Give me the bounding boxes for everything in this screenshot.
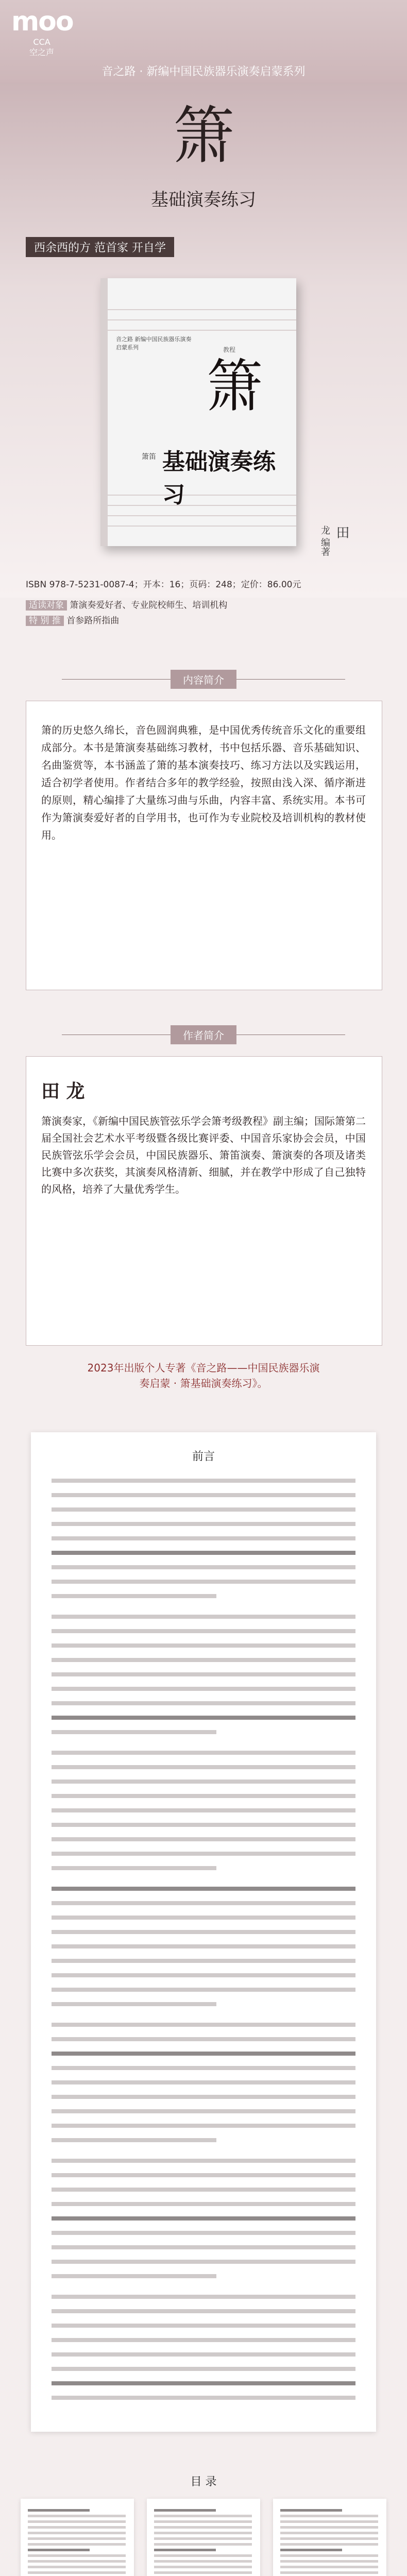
toc-entry-line xyxy=(280,2509,342,2512)
hero-section xyxy=(0,82,407,598)
author-name: 田 龙 xyxy=(41,1080,85,1102)
toc-entry-line xyxy=(28,2537,126,2540)
preface-text-line xyxy=(52,1988,355,1992)
preface-text-line xyxy=(52,1944,355,1948)
toc-entry-line xyxy=(28,2526,126,2529)
preface-text-line xyxy=(52,1808,355,1812)
preface-text-line xyxy=(52,1493,355,1497)
preface-text-line xyxy=(52,2066,355,2070)
preface-text-line xyxy=(52,1930,355,1934)
preface-text-line xyxy=(52,1852,355,1856)
preface-text-line xyxy=(52,1565,355,1569)
toc-entry-line xyxy=(154,2515,252,2517)
toc-entry-line xyxy=(154,2509,216,2512)
intro-heading-text: 内容简介 xyxy=(171,670,236,689)
preface-text-line xyxy=(52,1551,355,1555)
toc-entry-line xyxy=(280,2520,378,2523)
book-spine xyxy=(100,278,108,546)
preface-text-line xyxy=(52,1629,355,1633)
preface-text-line xyxy=(52,1866,216,1870)
toc-entry-line xyxy=(28,2532,126,2534)
toc-entry-line xyxy=(154,2537,252,2540)
audience-text: 箫演奏爱好者、专业院校师生、培训机构 xyxy=(70,600,228,611)
series-title: 音之路 · 新编中国民族器乐演奏启蒙系列 xyxy=(101,65,306,78)
toc-entry-line xyxy=(280,2560,378,2563)
author-book-note-line1: 2023年出版个人专著《音之路——中国民族器乐演 xyxy=(87,1362,320,1374)
intro-text: 箫的历史悠久绵长，音色圆润典雅，是中国优秀传统音乐文化的重要组成部分。本书是箫演奏基础练习教材，书中包括乐器、音乐基础知识、名曲鉴赏等，本书涵盖了箫的基本演奏技巧、练习方法以及实践运用，适合初学者使用。作者结合多年的教学经验，按照由浅入深、循序渐进的原则，精心编排了大量练习曲与乐曲，内容丰富、系统实用。本书可作为箫演奏爱好者的自学用书，也可作为专业院校及培训机构的教材使用。 xyxy=(41,724,366,841)
author-surname: 田 xyxy=(334,526,349,539)
preface-text-line xyxy=(52,1580,355,1584)
audience-label: 适读对象 xyxy=(26,600,67,611)
preface-text-line xyxy=(52,2109,355,2113)
toc-entry-line xyxy=(28,2549,90,2551)
toc-entry-line xyxy=(28,2520,126,2523)
logo-mark: moo xyxy=(11,6,73,37)
preface-text-line xyxy=(52,1643,355,1648)
preface-text-line xyxy=(52,2381,355,2385)
toc-title: 目 录 xyxy=(190,2476,217,2488)
logo-brand: 空之声 xyxy=(29,47,54,57)
toc-entry-line xyxy=(28,2571,126,2574)
preface-text-line xyxy=(52,2309,355,2313)
book-specs: ISBN 978-7-5231-0087-4；开本：16；页码：248；定价：86.00元 xyxy=(26,580,301,590)
preface-text-line xyxy=(52,1765,355,1769)
toc-entry-line xyxy=(28,2515,126,2517)
preface-text-line xyxy=(52,2002,216,2006)
preface-text-line xyxy=(52,2367,355,2371)
toc-entry-line xyxy=(28,2560,126,2563)
preface-text-line xyxy=(52,2173,355,2177)
preface-text-line xyxy=(52,1730,216,1734)
preface-text-line xyxy=(52,2324,355,2328)
preface-text-line xyxy=(52,2245,355,2249)
preface-text-line xyxy=(52,2124,355,2128)
hero-title: 基础演奏练习 xyxy=(151,190,256,210)
toc-entry-line xyxy=(280,2549,342,2551)
publisher-logo xyxy=(11,6,72,63)
preface-text-line xyxy=(52,2295,355,2299)
preface-text-line xyxy=(52,2260,355,2264)
preface-text-line xyxy=(52,1823,355,1827)
preface-text-line xyxy=(52,1751,355,1755)
preface-text-line xyxy=(52,1658,355,1662)
preface-text-line xyxy=(52,2202,355,2206)
audience-line xyxy=(26,598,386,611)
toc-entry-line xyxy=(28,2566,126,2568)
preface-text-line xyxy=(52,1672,355,1676)
toc-entry-line xyxy=(280,2526,378,2529)
toc-entry-line xyxy=(280,2571,378,2574)
toc-entry-line xyxy=(280,2566,378,2568)
preface-text-line xyxy=(52,1594,216,1598)
preface-text-line xyxy=(52,2231,355,2235)
toc-entry-line xyxy=(154,2543,252,2546)
cover-series: 音之路 新编中国民族器乐演奏启蒙系列 xyxy=(116,336,192,351)
toc-entry-line xyxy=(28,2543,126,2546)
toc-entry-line xyxy=(154,2566,252,2568)
toc-entry-line xyxy=(154,2526,252,2529)
intro-heading xyxy=(0,670,407,689)
author-bio: 箫演奏家，《新编中国民族管弦乐学会箫考级教程》副主编；国际箫第二届全国社会艺术水平考级暨各级比赛评委、中国音乐家协会会员，中国民族管弦乐学会会员，中国民族器乐、箫笛演奏、箫演奏的各项及诸类比赛中多次获奖，其演奏风格清新、细腻，并在教学中形成了自己独特的风格，培养了大量优秀学生。 xyxy=(41,1115,366,1195)
author-book-note-line2: 奏启蒙 · 箫基础演奏练习》。 xyxy=(139,1377,268,1389)
preface-text-line xyxy=(52,1916,355,1920)
cover-small-text: 教程 xyxy=(223,346,235,353)
preface-text-line xyxy=(52,2080,355,2084)
cover-name: 基础演奏练习 xyxy=(162,449,276,508)
toc-entry-line xyxy=(154,2532,252,2534)
toc-entry-line xyxy=(154,2554,252,2557)
recommend-label: 特 别 推 xyxy=(26,616,64,626)
toc-entry-line xyxy=(154,2560,252,2563)
preface-text-line xyxy=(52,1507,355,1512)
cover-glyph: 箫 xyxy=(206,353,263,419)
author-heading xyxy=(0,1025,407,1044)
toc-page-2 xyxy=(147,2499,260,2576)
preface-text-line xyxy=(52,2396,355,2400)
preface-text-line xyxy=(52,1479,355,1483)
toc-entry-line xyxy=(280,2515,378,2517)
preface-text-line xyxy=(52,1794,355,1798)
preface-text-line xyxy=(52,2338,355,2342)
preface-text-line xyxy=(52,2274,216,2278)
preface-text-line xyxy=(52,2352,355,2357)
preface-text-line xyxy=(52,2037,355,2041)
preface-text-line xyxy=(52,2023,355,2027)
preface-title: 前言 xyxy=(192,1450,215,1463)
preface-text-line xyxy=(52,2095,355,2099)
toc-entry-line xyxy=(154,2520,252,2523)
logo-sub: CCA xyxy=(33,37,50,47)
cover-name-small: 箫笛 xyxy=(142,453,156,461)
preface-text-line xyxy=(52,1536,355,1540)
preface-text-line xyxy=(52,2188,355,2192)
toc-entry-line xyxy=(280,2532,378,2534)
preface-text-line xyxy=(52,2216,355,2221)
preface-text-line xyxy=(52,1701,355,1705)
toc-entry-line xyxy=(154,2571,252,2574)
toc-entry-line xyxy=(280,2554,378,2557)
toc-page-3 xyxy=(273,2499,386,2576)
preface-text-line xyxy=(52,1901,355,1905)
author-book-note xyxy=(0,1360,407,1391)
recommend-text: 首参路所指曲 xyxy=(66,616,120,626)
author-role: 龙 编著 xyxy=(319,526,330,556)
recommend-line xyxy=(26,613,386,626)
toc-page-1 xyxy=(21,2499,134,2576)
preface-text-line xyxy=(52,1973,355,1977)
hero-calligraphy: 箫 xyxy=(173,100,234,172)
book-cover xyxy=(100,278,296,546)
preface-text-line xyxy=(52,1837,355,1841)
preface-text-line xyxy=(52,1687,355,1691)
preface-text-line xyxy=(52,1522,355,1526)
preface-text-line xyxy=(52,1716,355,1720)
preface-text-line xyxy=(52,1887,355,1891)
toc-entry-line xyxy=(28,2509,90,2512)
hero-tag: 西余西的方 范首家 开自学 xyxy=(26,237,174,257)
header-banner xyxy=(0,0,407,82)
toc-entry-line xyxy=(280,2543,378,2546)
preface-page xyxy=(31,1432,376,2432)
preface-text-line xyxy=(52,1615,355,1619)
preface-text-line xyxy=(52,2052,355,2056)
preface-text-line xyxy=(52,1780,355,1784)
preface-text-line xyxy=(52,2138,216,2142)
cover-author xyxy=(317,526,351,556)
toc-entry-line xyxy=(280,2537,378,2540)
toc-entry-line xyxy=(154,2549,216,2551)
toc-entry-line xyxy=(28,2554,126,2557)
preface-text-line xyxy=(52,2159,355,2163)
author-heading-text: 作者简介 xyxy=(171,1025,236,1044)
preface-text-line xyxy=(52,1959,355,1963)
